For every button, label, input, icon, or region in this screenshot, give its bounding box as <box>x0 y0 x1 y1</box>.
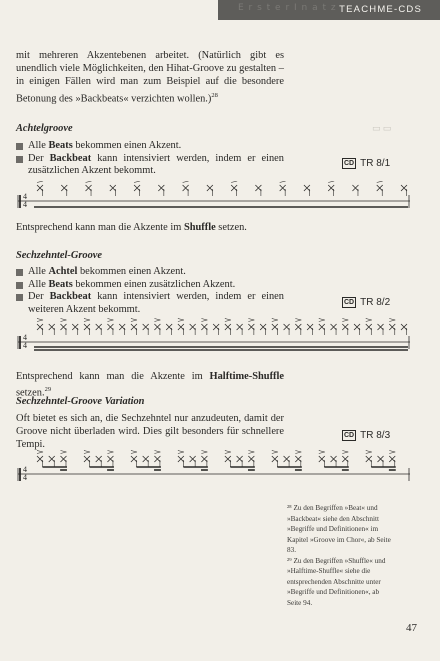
svg-text:4: 4 <box>23 192 27 201</box>
page-number: 47 <box>406 622 417 634</box>
rhythm-staff-1 <box>16 181 412 223</box>
svg-text:4: 4 <box>23 465 27 474</box>
cd-track-label-2: CD TR 8/2 <box>344 297 391 308</box>
list-item: Der Backbeat kann intensiviert werden, indem er einen weiteren Akzent bekommt. <box>16 291 284 316</box>
bullet-square-icon <box>16 143 23 150</box>
list-item: Der Backbeat kann intensiviert werden, indem er einen zusätzlichen Akzent bekommt. <box>16 153 284 178</box>
bullet-list-1 <box>16 140 284 178</box>
variation-text: Oft bietet es sich an, die Sechzehntel nur anzudeuten, damit der Groove nicht überladen wird. Dies gilt besonders für schnellere Tempi. <box>16 413 284 451</box>
list-item: Alle Beats bekommen einen Akzent. <box>16 140 284 153</box>
section-heading-sechzehntel-groove: Sechzehntel-Groove <box>16 250 103 261</box>
after-text-1: Entsprechend kann man die Akzente im Shuffle setzen. <box>16 222 247 233</box>
after-text-2: Entsprechend kann man die Akzente im Halftime-Shuffle setzen.$^{29}$ <box>16 371 284 399</box>
intro-paragraph <box>16 49 284 105</box>
cd-track-label-1: CD TR 8/1 <box>344 158 391 169</box>
cd-icon: CD <box>344 432 355 439</box>
bullet-square-icon <box>16 269 23 276</box>
rhythm-staff-3 <box>16 450 412 492</box>
cd-icon: CD <box>344 299 355 306</box>
footnote-ref-29: 29 <box>44 386 52 394</box>
rhythm-staff-2 <box>16 318 412 360</box>
bullet-square-icon <box>16 294 23 301</box>
staff-3-notes <box>37 450 396 470</box>
footnote-ref-28: 28 <box>211 91 218 99</box>
list-item: Alle Achtel bekommen einen Akzent. <box>16 266 284 279</box>
bullet-square-icon <box>16 282 23 289</box>
svg-text:4: 4 <box>23 473 27 482</box>
bullet-list-2 <box>16 266 284 316</box>
cd-icon: CD <box>344 160 355 167</box>
section-heading-achtelgroove: Achtelgroove <box>16 123 73 134</box>
svg-text:4: 4 <box>23 333 27 342</box>
staff-2-notes <box>37 318 407 335</box>
intro-text: mit mehreren Akzentebenen arbeitet. (Natürlich gibt es unendlich viele Möglichkeiten, den Hihat-Groove zu gestalten – in einigen Fällen wird man zum Beispiel auf die besondere Betonung des »Backbeats« verzichten wollen.) <box>16 50 284 105</box>
header-ghost-text: E r s t e r I n a t z <box>238 3 337 13</box>
header-title: TEACHME-CDS <box>339 4 422 15</box>
footnotes <box>287 503 393 608</box>
footnote-29: ²⁹ Zu den Begriffen »Shuffle« und »Halftime-Shuffle« siehe die entsprechenden Abschnitte unter »Begriffe und Definitionen«, ab Seite 94. <box>287 556 386 607</box>
section-heading-variation: Sechzehntel-Groove Variation <box>16 396 145 407</box>
cd-track-label-3: CD TR 8/3 <box>344 430 391 441</box>
footnote-28: ²⁸ Zu den Begriffen »Beat« und »Backbeat« siehe den Abschnitt »Begriffe und Definitionen« im Kapitel »Groove im Chor«, ab Seite 83. <box>287 504 391 554</box>
svg-text:4: 4 <box>23 200 27 209</box>
svg-text:4: 4 <box>23 341 27 350</box>
list-item: Alle Beats bekommen einen zusätzlichen Akzent. <box>16 279 284 292</box>
bullet-square-icon <box>16 156 23 163</box>
staff-1-notes <box>37 181 407 196</box>
bleed-through-mark: ▭ ▭ <box>372 123 392 133</box>
